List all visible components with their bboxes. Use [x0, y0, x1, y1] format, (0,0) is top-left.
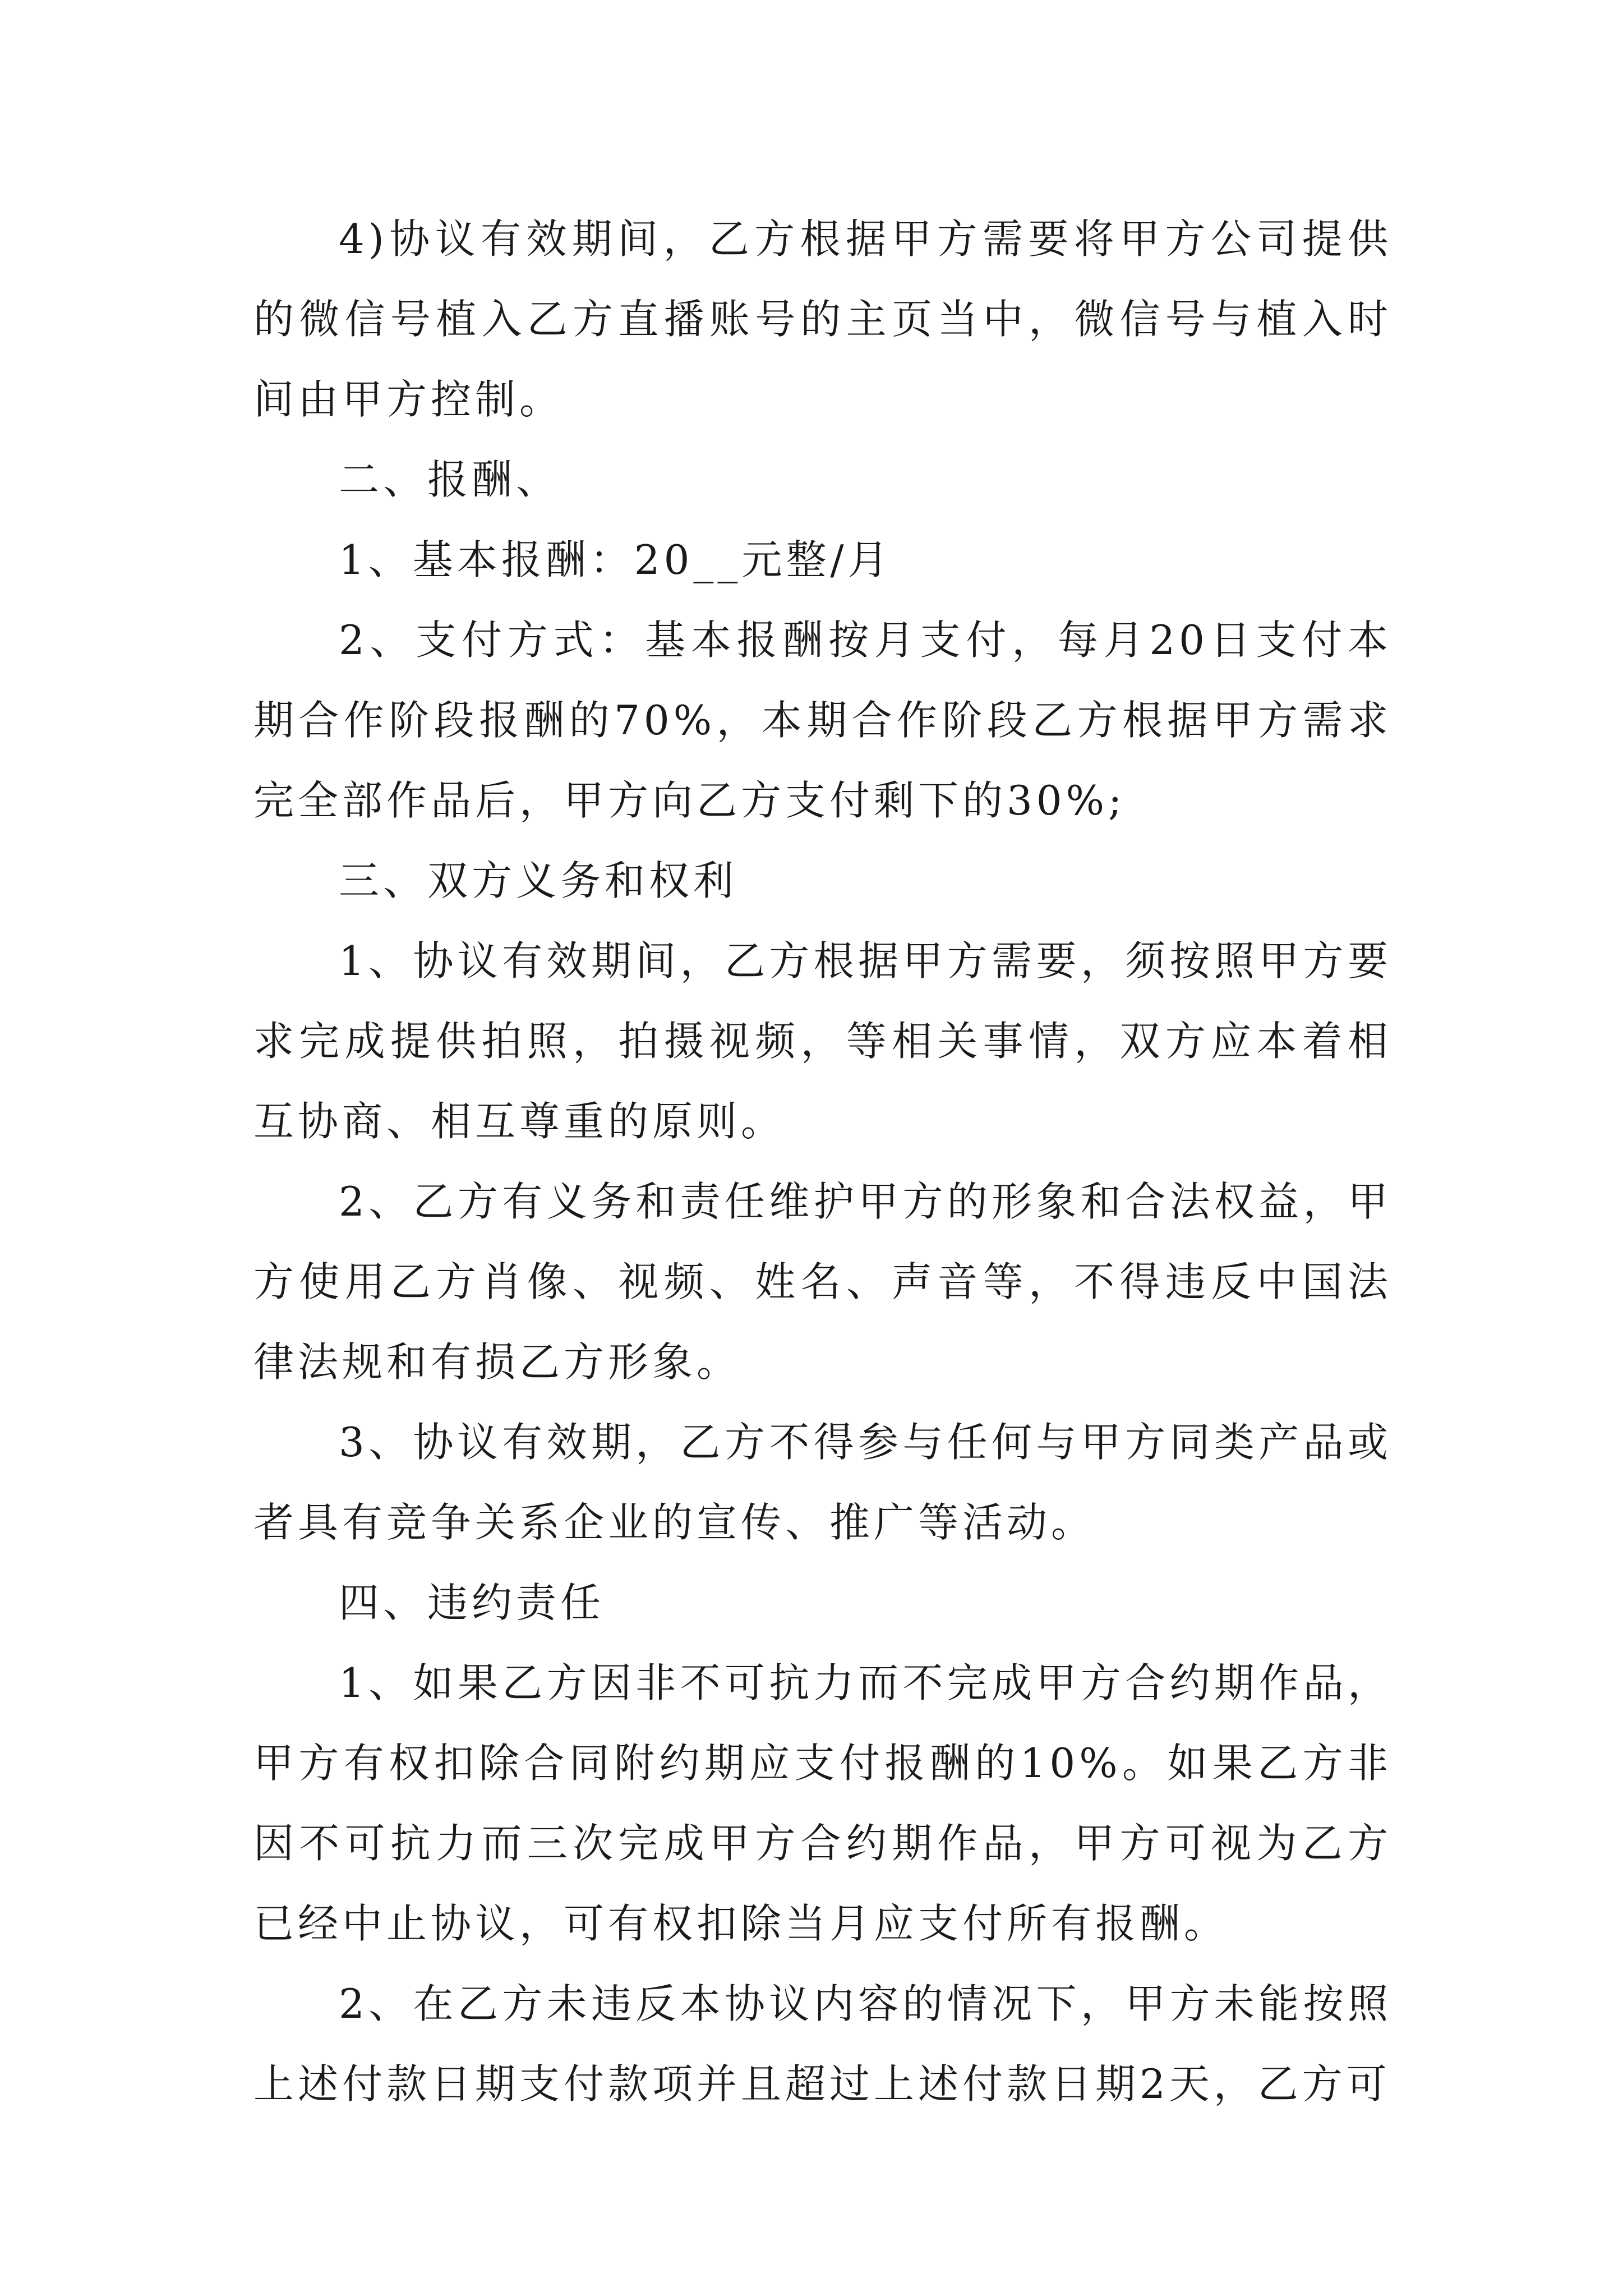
document-body [253, 199, 1392, 2124]
section-heading-remuneration: 二、报酬、 [339, 456, 561, 503]
paragraph-breach-1: 1、如果乙方因非不可抗力而不完成甲方合约期作品，甲方有权扣除合同附约期应支付报酬的10%。如果乙方非因不可抗力而三次完成甲方合约期作品，甲方可视为乙方已经中止协议，可有权扣除当月应支付所有报酬。 [253, 1659, 1392, 1947]
paragraph-breach-2: 2、在乙方未违反本协议内容的情况下，甲方未能按照上述付款日期支付款项并且超过上述付款日期2天，乙方可 [253, 1980, 1392, 2108]
paragraph-obligation-2: 2、乙方有义务和责任维护甲方的形象和合法权益，甲方使用乙方肖像、视频、姓名、声音等，不得违反中国法律法规和有损乙方形象。 [253, 1178, 1392, 1386]
section-heading-breach: 四、违约责任 [339, 1579, 605, 1626]
section-heading-obligations: 三、双方义务和权利 [339, 857, 738, 904]
paragraph-wechat-placement: 4)协议有效期间，乙方根据甲方需要将甲方公司提供的微信号植入乙方直播账号的主页当中，微信号与植入时间由甲方控制。 [253, 215, 1392, 423]
paragraph-obligation-1: 1、协议有效期间，乙方根据甲方需要，须按照甲方要求完成提供拍照，拍摄视频，等相关事情，双方应本着相互协商、相互尊重的原则。 [253, 937, 1392, 1145]
paragraph-obligation-3: 3、协议有效期，乙方不得参与任何与甲方同类产品或者具有竞争关系企业的宣传、推广等活动。 [253, 1419, 1392, 1546]
paragraph-basic-remuneration: 1、基本报酬：20__元整/月 [339, 536, 892, 583]
paragraph-payment-method: 2、支付方式：基本报酬按月支付，每月20日支付本期合作阶段报酬的70%，本期合作阶段乙方根据甲方需求完全部作品后，甲方向乙方支付剩下的30%; [253, 616, 1392, 824]
